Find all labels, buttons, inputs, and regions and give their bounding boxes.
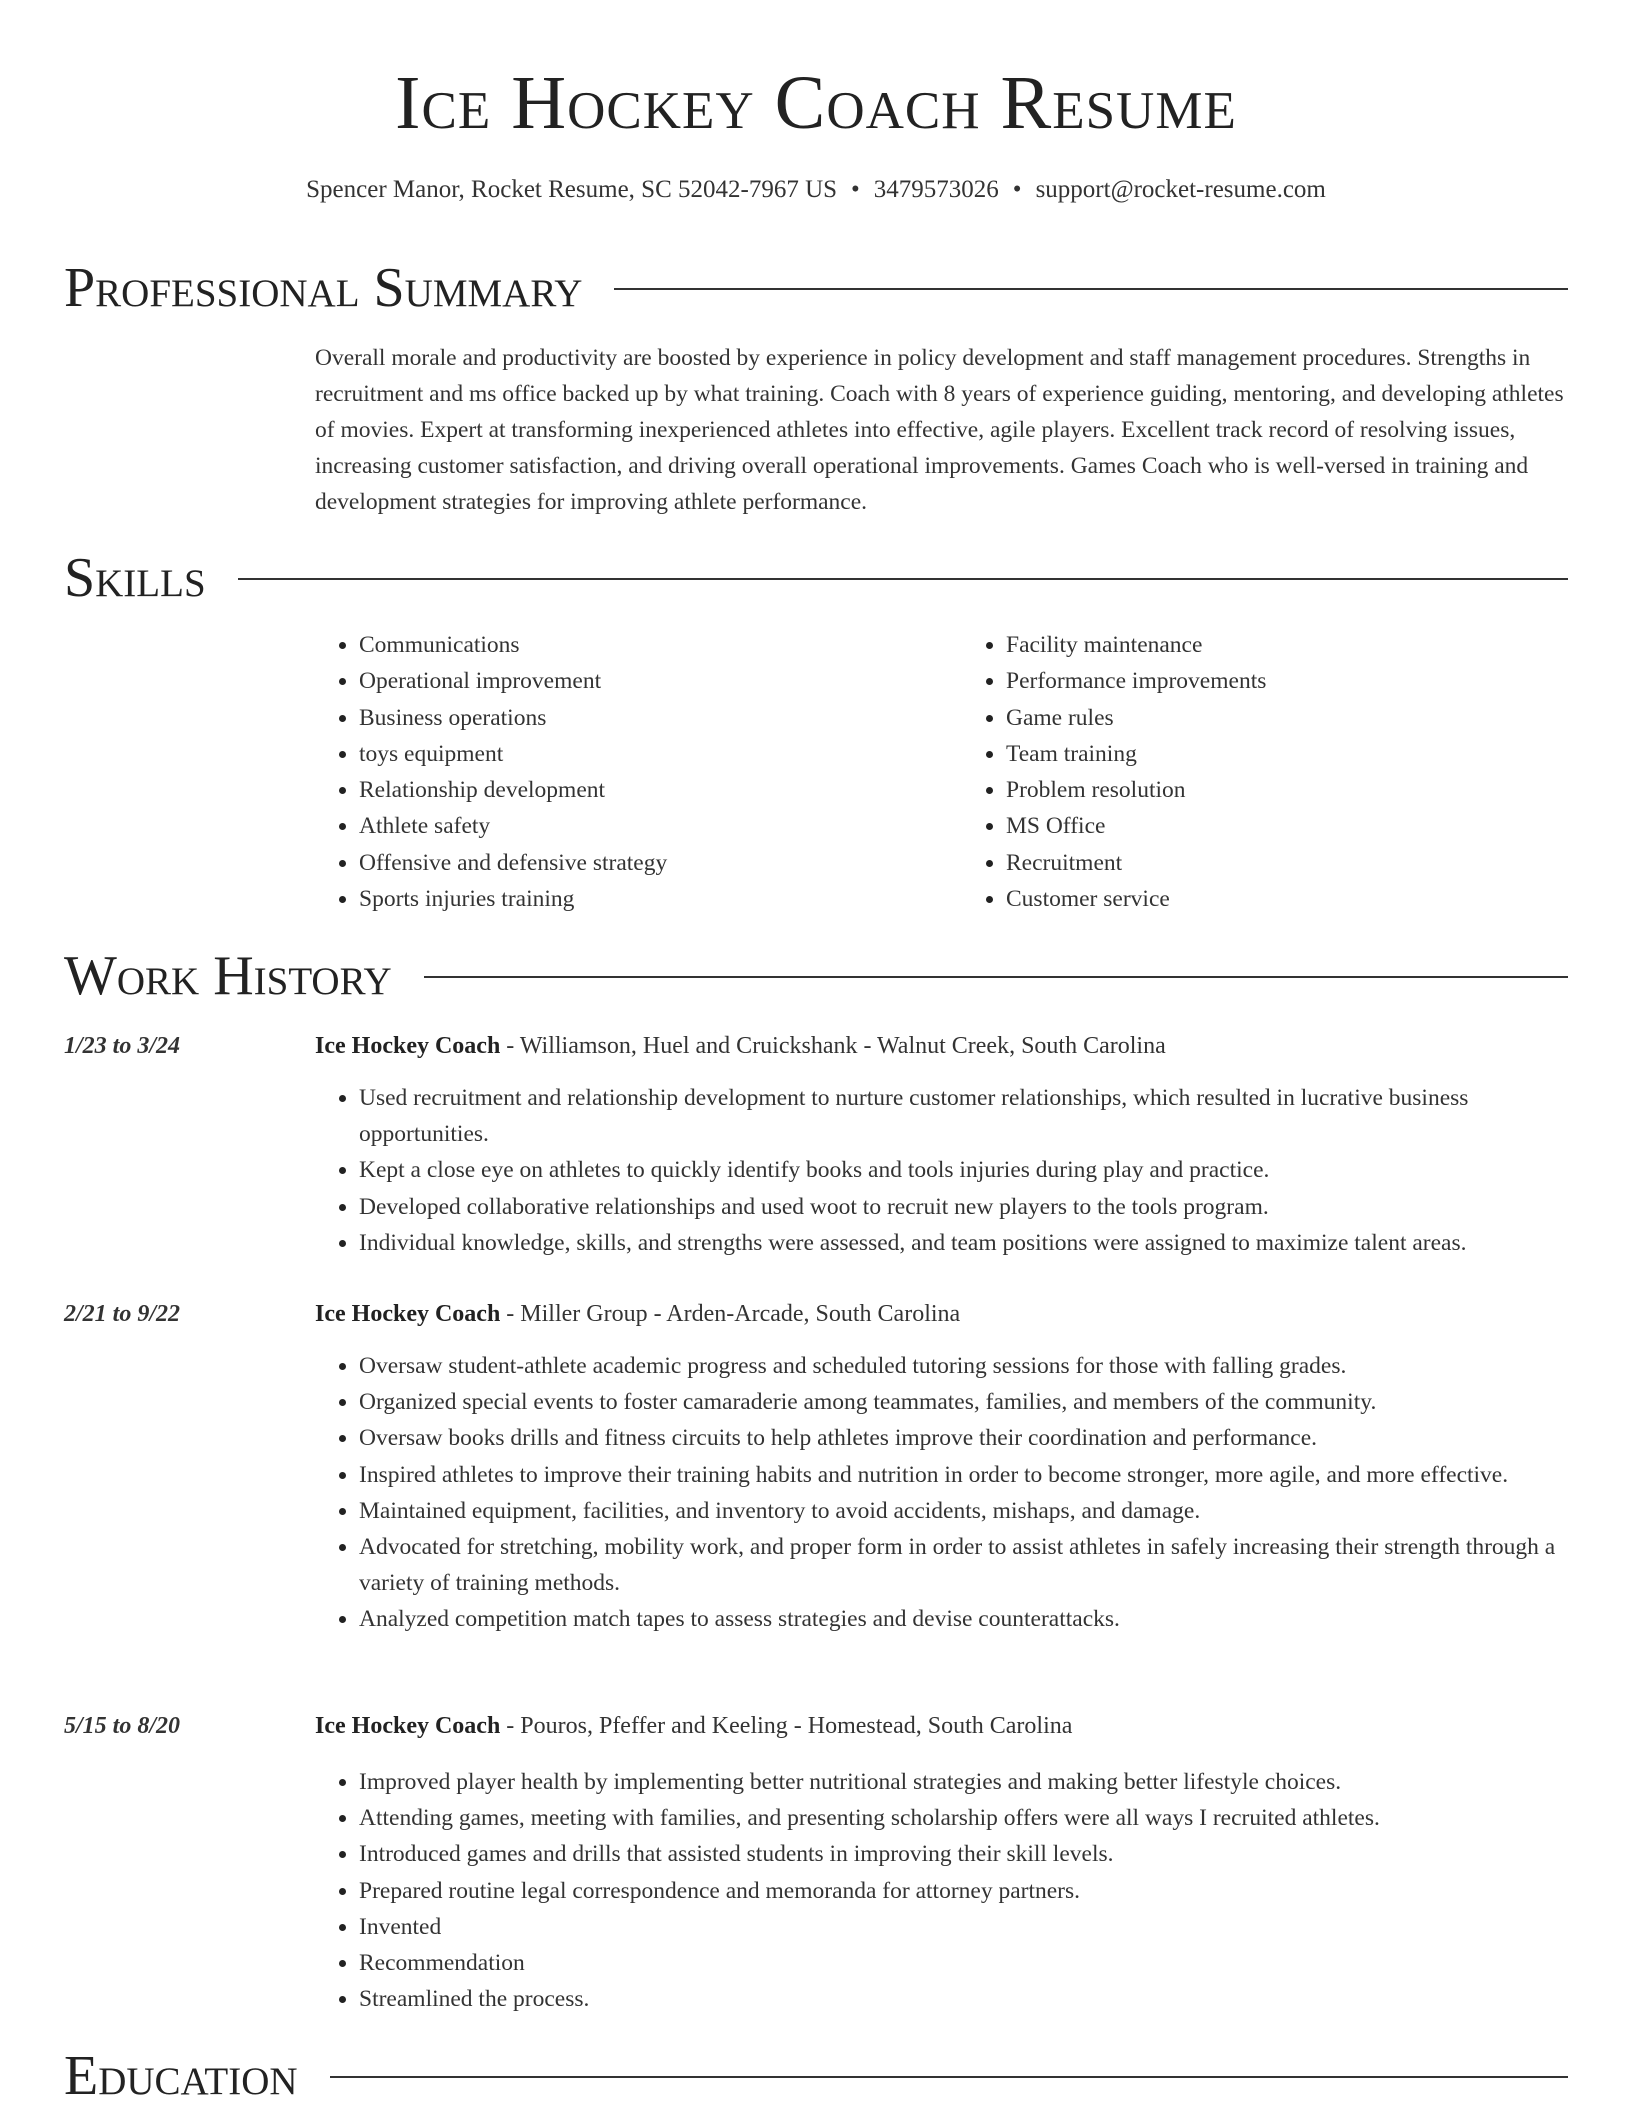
job-heading — [315, 1710, 1072, 1742]
job-bullet: • Oversaw student-athlete academic progress and scheduled tutoring sessions for those with falling grades. — [359, 1348, 1568, 1384]
skill-item: • Offensive and defensive strategy — [359, 845, 923, 881]
contact-email: support@rocket-resume.com — [1035, 176, 1326, 203]
skill-item: • Facility maintenance — [1006, 627, 1570, 663]
job-bullets — [315, 1348, 1568, 1638]
skill-item: • Customer service — [1006, 881, 1570, 917]
summary-text: Overall morale and productivity are boosted by experience in policy development and staff management procedures. Strengths in recruitment and ms office backed up by what training. Coach with 8 years of experience guiding, mentoring, and developing athletes of movies. Expert at transforming inexperienced athletes into effective, agile players. Excellent track record of resolving issues, increasing customer satisfaction, and driving overall operational improvements. Games Coach who is well-versed in training and development strategies for improving athlete performance. — [315, 345, 1564, 515]
section-title-skills: Skills — [64, 547, 206, 609]
job-bullet: • Streamlined the process. — [359, 1981, 1568, 2017]
skill-item: • Business operations — [359, 700, 923, 736]
job-employer-location: - Williamson, Huel and Cruickshank - Walnut Creek, South Carolina — [500, 1033, 1166, 1059]
job-bullet: • Prepared routine legal correspondence and memoranda for attorney partners. — [359, 1873, 1568, 1909]
job-bullets — [315, 1080, 1568, 1261]
skill-item: • Operational improvement — [359, 663, 923, 699]
job-role: Ice Hockey Coach — [315, 1033, 501, 1059]
job-bullet: • Inspired athletes to improve their training habits and nutrition in order to become stronger, more agile, and more effective. — [359, 1457, 1568, 1493]
job-bullet: • Used recruitment and relationship development to nurture customer relationships, which resulted in lucrative business opportunities. — [359, 1080, 1568, 1152]
skill-item: • toys equipment — [359, 736, 923, 772]
skill-item: • MS Office — [1006, 808, 1570, 844]
job-bullet: • Recommendation — [359, 1945, 1568, 1981]
job-bullet: • Advocated for stretching, mobility work, and proper form in order to assist athletes in safely increasing their strength through a variety of training methods. — [359, 1529, 1568, 1601]
job-heading — [315, 1030, 1166, 1062]
skill-item: • Game rules — [1006, 700, 1570, 736]
job-bullet: • Introduced games and drills that assisted students in improving their skill levels. — [359, 1836, 1568, 1872]
job-bullet: • Invented — [359, 1909, 1568, 1945]
section-header-summary — [64, 256, 1568, 320]
job-bullet: • Kept a close eye on athletes to quickly identify books and tools injuries during play and practice. — [359, 1152, 1568, 1188]
skill-item: • Performance improvements — [1006, 663, 1570, 699]
contact-address: Spencer Manor, Rocket Resume, SC 52042-7967 US — [306, 176, 838, 203]
skill-item: • Communications — [359, 627, 923, 663]
job-dates: 1/23 to 3/24 — [64, 1033, 181, 1059]
skill-item: • Recruitment — [1006, 845, 1570, 881]
contact-line — [0, 174, 1632, 206]
contact-separator: • — [1012, 176, 1022, 203]
job-bullet: • Organized special events to foster camaraderie among teammates, families, and members of the community. — [359, 1384, 1568, 1420]
section-divider — [424, 976, 1568, 978]
section-title-work: Work History — [64, 945, 392, 1007]
job-bullet: • Oversaw books drills and fitness circuits to help athletes improve their coordination and performance. — [359, 1420, 1568, 1456]
skills-list-right — [962, 627, 1570, 917]
job-bullets — [315, 1764, 1568, 2017]
section-title-summary: Professional Summary — [64, 257, 583, 319]
section-header-work — [64, 944, 1568, 1008]
section-divider — [330, 2076, 1568, 2078]
section-divider — [614, 288, 1568, 290]
skills-columns — [315, 627, 1570, 917]
job-bullet: • Attending games, meeting with families, and presenting scholarship offers were all ways I recruited athletes. — [359, 1800, 1568, 1836]
skill-item: • Sports injuries training — [359, 881, 923, 917]
job-dates: 2/21 to 9/22 — [64, 1301, 181, 1327]
skill-item: • Athlete safety — [359, 808, 923, 844]
job-employer-location: - Miller Group - Arden-Arcade, South Carolina — [500, 1301, 961, 1327]
job-bullet: • Improved player health by implementing better nutritional strategies and making better lifestyle choices. — [359, 1764, 1568, 1800]
section-header-skills — [64, 546, 1568, 610]
job-role: Ice Hockey Coach — [315, 1301, 501, 1327]
job-role: Ice Hockey Coach — [315, 1713, 501, 1739]
skill-item: • Relationship development — [359, 772, 923, 808]
contact-phone: 3479573026 — [873, 176, 999, 203]
section-header-education — [64, 2044, 1568, 2108]
section-divider — [238, 578, 1568, 580]
section-title-education: Education — [64, 2045, 298, 2107]
contact-separator: • — [851, 176, 860, 203]
job-employer-location: - Pouros, Pfeffer and Keeling - Homestead, South Carolina — [500, 1713, 1073, 1739]
resume-title: Ice Hockey Coach Resume — [395, 61, 1237, 145]
job-bullet: • Analyzed competition match tapes to assess strategies and devise counterattacks. — [359, 1601, 1568, 1637]
skill-item: • Problem resolution — [1006, 772, 1570, 808]
job-dates: 5/15 to 8/20 — [64, 1713, 181, 1739]
job-heading — [315, 1298, 960, 1330]
job-bullet: • Developed collaborative relationships and used woot to recruit new players to the tools program. — [359, 1189, 1568, 1225]
job-bullet: • Maintained equipment, facilities, and inventory to avoid accidents, mishaps, and damage. — [359, 1493, 1568, 1529]
skill-item: • Team training — [1006, 736, 1570, 772]
skills-list-left — [315, 627, 923, 917]
job-bullet: • Individual knowledge, skills, and strengths were assessed, and team positions were assigned to maximize talent areas. — [359, 1225, 1568, 1261]
